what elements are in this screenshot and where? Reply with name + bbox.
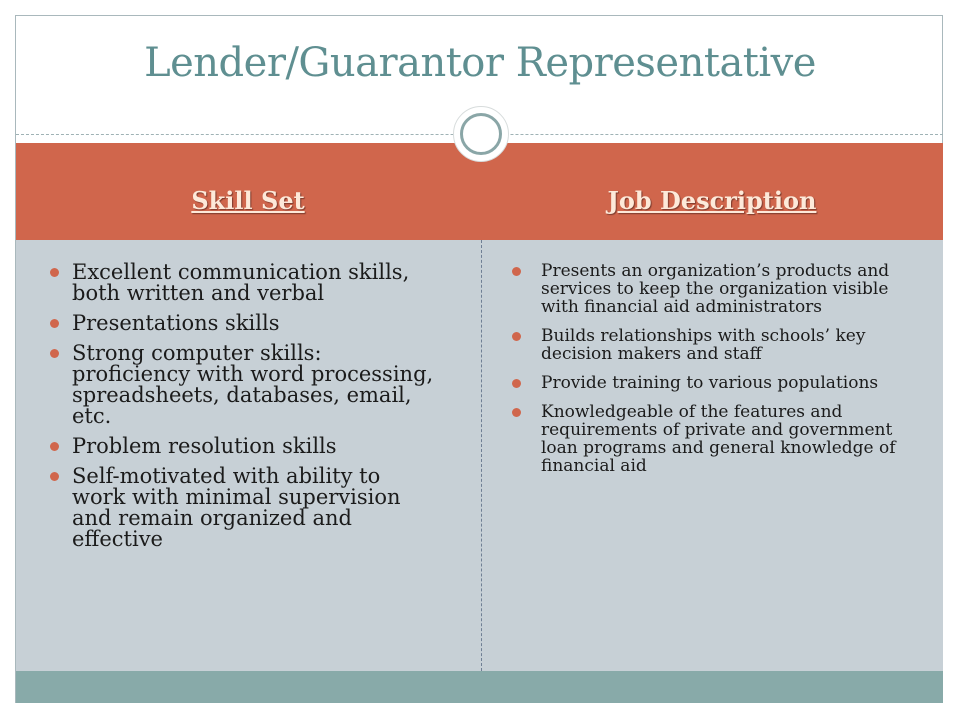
slide-title: Lender/Guarantor Representative: [144, 40, 816, 86]
list-item: [512, 327, 907, 363]
list-item: [512, 374, 907, 392]
bullet-icon: [50, 442, 59, 451]
list-item: [512, 262, 907, 316]
skill-text: Strong computer skills: proficiency with word processing, spreadsheets, databases, email, etc.: [72, 341, 434, 428]
skill-text: Excellent communication skills, both written and verbal: [72, 260, 410, 305]
bullet-icon: [512, 332, 521, 341]
skill-text: Problem resolution skills: [72, 434, 337, 458]
bullet-icon: [512, 267, 521, 276]
bullet-icon: [50, 268, 59, 277]
list-item: [50, 262, 440, 304]
bullet-icon: [50, 319, 59, 328]
job-description-heading: Job Description: [607, 186, 817, 215]
skill-text: Presentations skills: [72, 311, 280, 335]
list-item: [512, 403, 907, 475]
job-text: Presents an organization’s products and services to keep the organization visible with financial aid administrators: [541, 261, 890, 317]
bullet-icon: [50, 349, 59, 358]
list-item: [50, 466, 440, 550]
bullet-icon: [512, 379, 521, 388]
column-divider: [481, 240, 482, 671]
list-item: [50, 436, 440, 457]
bullet-icon: [512, 408, 521, 417]
skill-set-heading: Skill Set: [191, 186, 305, 215]
circle-ornament-icon: [460, 113, 502, 155]
job-text: Provide training to various populations: [541, 373, 879, 393]
job-description-list: [512, 262, 907, 486]
bullet-icon: [50, 472, 59, 481]
skill-text: Self-motivated with ability to work with minimal supervision and remain organized and effective: [72, 464, 401, 551]
footer-band: [16, 671, 943, 703]
list-item: [50, 313, 440, 334]
job-text: Knowledgeable of the features and requirements of private and government loan programs and general knowledge of financial aid: [541, 402, 896, 476]
job-text: Builds relationships with schools’ key decision makers and staff: [541, 326, 866, 364]
skill-set-list: [50, 262, 440, 559]
list-item: [50, 343, 440, 427]
